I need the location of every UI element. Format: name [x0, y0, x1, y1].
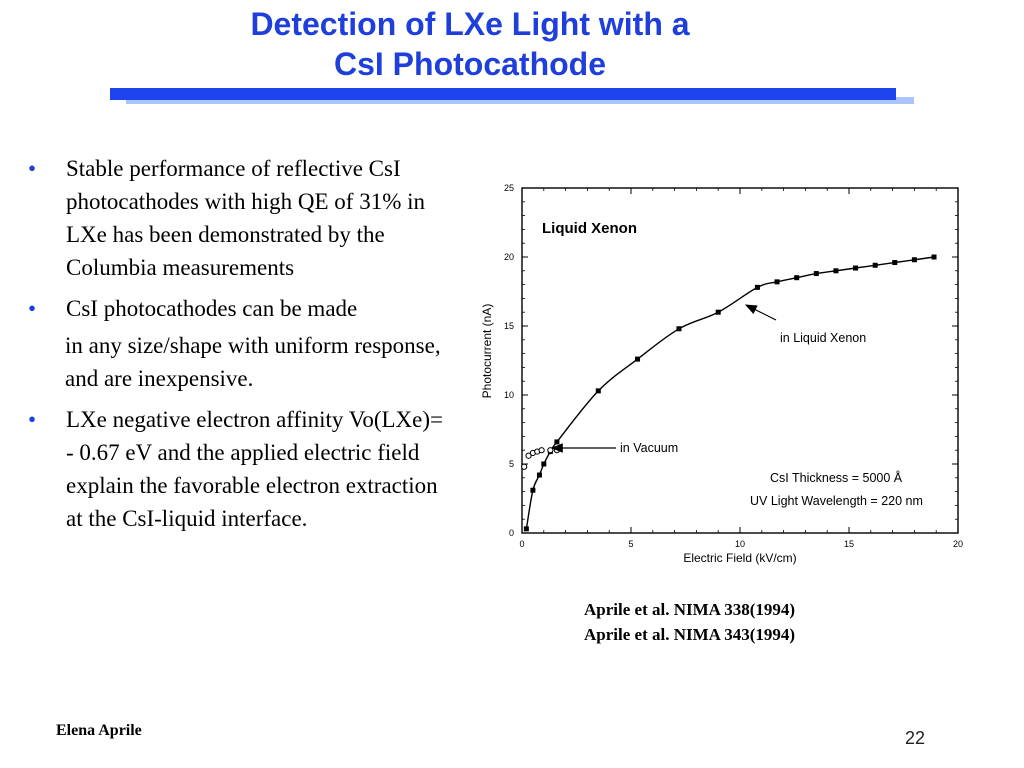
y-tick-label: 0: [508, 528, 514, 538]
liquid-xenon-point: [912, 257, 917, 262]
liquid-xenon-point: [853, 266, 858, 271]
photocurrent-chart: [470, 180, 980, 580]
y-tick-label: 10: [503, 390, 514, 400]
y-tick-label: 5: [508, 459, 514, 469]
annotation-wavelength: UV Light Wavelength = 220 nm: [750, 494, 923, 508]
liquid-xenon-point: [775, 279, 780, 284]
bullet-continuation: in any size/shape with uniform response, and are inexpensive.: [65, 333, 441, 391]
x-tick-label: 10: [734, 539, 746, 549]
x-tick-label: 15: [843, 539, 855, 549]
reference-line: Aprile et al. NIMA 338(1994): [584, 600, 796, 619]
vacuum-point: [522, 464, 527, 469]
fit-curve: [526, 257, 934, 529]
liquid-xenon-point: [537, 473, 542, 478]
liquid-xenon-point: [755, 285, 760, 290]
vacuum-point: [539, 448, 544, 453]
liquid-xenon-point: [833, 268, 838, 273]
y-tick-label: 20: [503, 252, 514, 262]
title-line-1: Detection of LXe Light with a: [250, 6, 690, 42]
bullet-list: [28, 152, 443, 535]
title-line-2: CsI Photocathode: [333, 46, 606, 82]
y-tick-label: 15: [503, 321, 514, 331]
liquid-xenon-arrow: [746, 305, 776, 320]
annotation-vacuum: in Vacuum: [620, 441, 679, 455]
bullet-item: • CsI photocathodes can be made: [28, 292, 443, 325]
y-tick-label: 25: [503, 183, 514, 193]
liquid-xenon-point: [794, 275, 799, 280]
data-points: [522, 255, 937, 532]
x-axis-label: Electric Field (kV/cm): [683, 551, 797, 565]
liquid-xenon-point: [530, 488, 535, 493]
slide-title: [110, 4, 830, 84]
liquid-xenon-point: [596, 388, 601, 393]
liquid-xenon-point: [635, 357, 640, 362]
author-footer: Elena Aprile: [56, 722, 142, 739]
annotation-thickness: CsI Thickness = 5000 Å: [770, 471, 903, 485]
liquid-xenon-point: [524, 526, 529, 531]
liquid-xenon-point: [676, 326, 681, 331]
liquid-xenon-point: [716, 310, 721, 315]
bullet-item: • LXe negative electron affinity Vo(LXe)= - 0.67 eV and the applied electric field explain the favorable electron extraction at the CsI-liquid interface.: [28, 403, 443, 535]
liquid-xenon-point: [814, 271, 819, 276]
liquid-xenon-point: [932, 255, 937, 260]
x-tick-label: 5: [628, 539, 634, 549]
liquid-xenon-point: [873, 263, 878, 268]
references: [584, 597, 795, 647]
title-rule: [110, 88, 896, 100]
liquid-xenon-point: [554, 439, 559, 444]
y-axis-label: Photocurrent (nA): [480, 303, 494, 399]
x-tick-label: 20: [952, 539, 964, 549]
x-tick-label: 0: [519, 539, 525, 549]
chart-title: Liquid Xenon: [542, 220, 637, 237]
liquid-xenon-point: [892, 260, 897, 265]
reference-line: Aprile et al. NIMA 343(1994): [584, 625, 796, 644]
liquid-xenon-point: [541, 462, 546, 467]
annotation-liquid-xenon: in Liquid Xenon: [780, 331, 867, 345]
y-tick-labels: [504, 183, 514, 538]
page-number: 22: [905, 728, 926, 748]
bullet-item: • Stable performance of reflective CsI photocathodes with high QE of 31% in LXe has been demonstrated by the Columbia measurements: [28, 152, 443, 284]
x-tick-labels: [519, 539, 963, 549]
